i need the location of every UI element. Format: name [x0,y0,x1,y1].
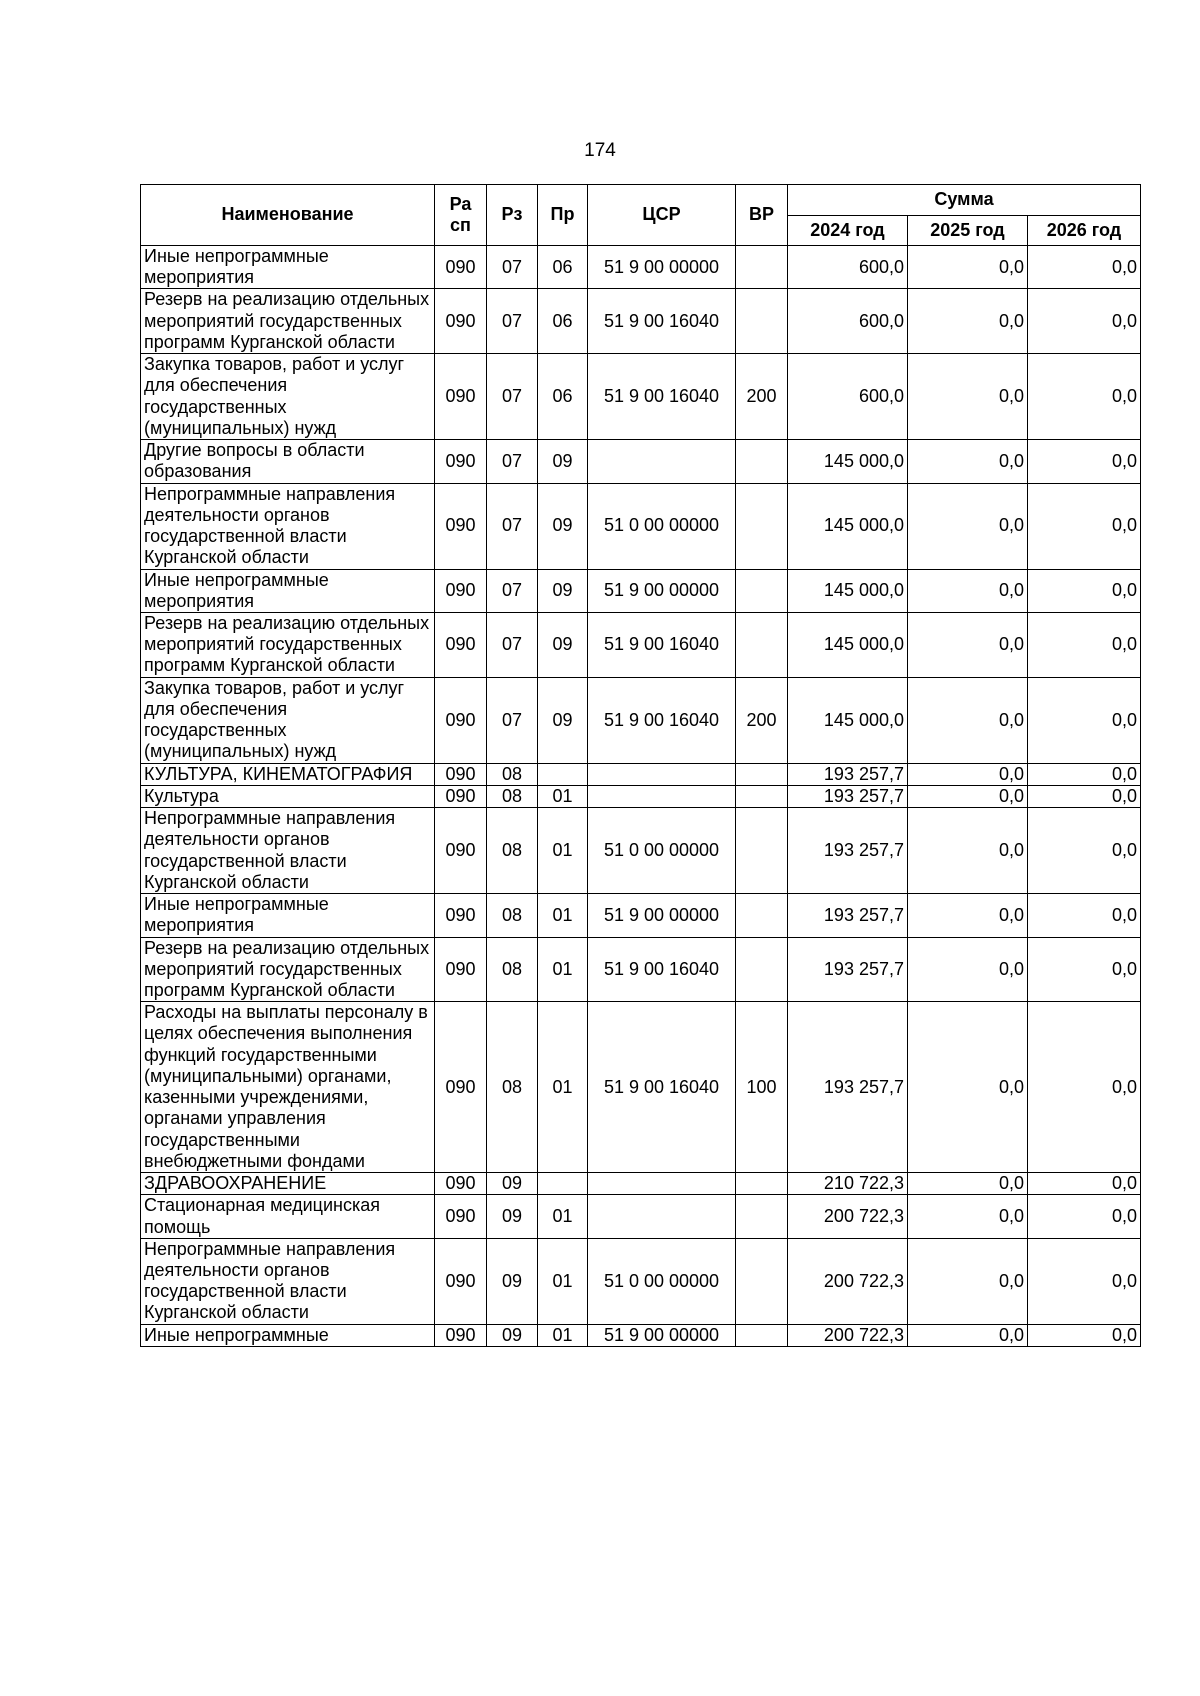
cell-name: Резерв на реализацию отдельных мероприятий государственных программ Курганской области [141,937,435,1002]
cell-vr [736,763,788,785]
header-name: Наименование [141,185,435,246]
cell-csr: 51 0 00 00000 [588,808,736,894]
cell-vr [736,894,788,937]
cell-y2025: 0,0 [908,440,1028,483]
cell-pr: 09 [538,440,588,483]
cell-vr [736,612,788,677]
cell-rz: 09 [487,1324,538,1346]
table-row [141,354,1141,440]
cell-y2025: 0,0 [908,894,1028,937]
table-row [141,763,1141,785]
cell-csr: 51 9 00 16040 [588,937,736,1002]
cell-vr [736,785,788,807]
cell-y2024: 200 722,3 [788,1238,908,1324]
cell-rasp: 090 [435,763,487,785]
cell-csr: 51 9 00 00000 [588,569,736,612]
cell-y2026: 0,0 [1028,1195,1141,1238]
cell-rz: 07 [487,612,538,677]
cell-vr [736,1324,788,1346]
cell-rasp: 090 [435,1324,487,1346]
header-rasp: Ра сп [435,185,487,246]
cell-y2024: 193 257,7 [788,808,908,894]
cell-vr: 200 [736,354,788,440]
cell-vr [736,1173,788,1195]
cell-name: Резерв на реализацию отдельных мероприятий государственных программ Курганской области [141,612,435,677]
cell-vr [736,440,788,483]
cell-csr: 51 9 00 16040 [588,1002,736,1173]
cell-vr [736,289,788,354]
cell-rz: 08 [487,937,538,1002]
cell-pr: 06 [538,246,588,289]
cell-y2024: 145 000,0 [788,677,908,763]
cell-y2025: 0,0 [908,289,1028,354]
cell-rz: 07 [487,440,538,483]
table-row [141,1195,1141,1238]
cell-pr: 01 [538,808,588,894]
cell-csr: 51 9 00 16040 [588,289,736,354]
table-row [141,289,1141,354]
cell-csr: 51 9 00 00000 [588,1324,736,1346]
cell-pr: 01 [538,1324,588,1346]
cell-rz: 09 [487,1238,538,1324]
cell-rasp: 090 [435,440,487,483]
cell-pr: 09 [538,483,588,569]
cell-csr [588,1173,736,1195]
cell-rz: 07 [487,483,538,569]
header-year-2025: 2025 год [908,216,1028,246]
table-row [141,612,1141,677]
cell-rasp: 090 [435,894,487,937]
cell-pr: 01 [538,1002,588,1173]
table-row [141,894,1141,937]
cell-rz: 09 [487,1173,538,1195]
cell-name: КУЛЬТУРА, КИНЕМАТОГРАФИЯ [141,763,435,785]
cell-y2024: 193 257,7 [788,937,908,1002]
cell-rz: 07 [487,289,538,354]
cell-y2025: 0,0 [908,1002,1028,1173]
cell-vr [736,246,788,289]
cell-name: Резерв на реализацию отдельных мероприятий государственных программ Курганской области [141,289,435,354]
cell-pr [538,763,588,785]
cell-y2025: 0,0 [908,677,1028,763]
cell-y2025: 0,0 [908,1238,1028,1324]
cell-name: Стационарная медицинская помощь [141,1195,435,1238]
cell-name: Другие вопросы в области образования [141,440,435,483]
cell-csr: 51 9 00 00000 [588,894,736,937]
cell-y2026: 0,0 [1028,937,1141,1002]
cell-y2025: 0,0 [908,246,1028,289]
cell-rasp: 090 [435,677,487,763]
cell-vr: 200 [736,677,788,763]
cell-y2024: 600,0 [788,246,908,289]
cell-y2025: 0,0 [908,483,1028,569]
cell-y2026: 0,0 [1028,440,1141,483]
table-row [141,1002,1141,1173]
header-csr: ЦСР [588,185,736,246]
cell-rasp: 090 [435,1173,487,1195]
cell-name: Расходы на выплаты персоналу в целях обеспечения выполнения функций государственными (муниципальными) органами, казенными учреждениями, органами управления государственными внебюджетными фондами [141,1002,435,1173]
cell-rz: 09 [487,1195,538,1238]
cell-y2026: 0,0 [1028,1173,1141,1195]
cell-y2025: 0,0 [908,763,1028,785]
cell-name: Непрограммные направления деятельности органов государственной власти Курганской области [141,808,435,894]
cell-vr [736,483,788,569]
cell-name: Закупка товаров, работ и услуг для обеспечения государственных (муниципальных) нужд [141,354,435,440]
cell-pr [538,1173,588,1195]
cell-y2025: 0,0 [908,1324,1028,1346]
cell-y2025: 0,0 [908,569,1028,612]
cell-y2025: 0,0 [908,808,1028,894]
cell-csr [588,785,736,807]
cell-y2024: 600,0 [788,289,908,354]
cell-rasp: 090 [435,354,487,440]
header-pr: Пр [538,185,588,246]
page-number: 174 [584,140,616,161]
table-row [141,440,1141,483]
cell-csr: 51 9 00 00000 [588,246,736,289]
cell-csr [588,440,736,483]
cell-csr: 51 9 00 16040 [588,354,736,440]
cell-vr [736,937,788,1002]
cell-y2024: 210 722,3 [788,1173,908,1195]
cell-name: Иные непрограммные мероприятия [141,246,435,289]
cell-y2024: 145 000,0 [788,440,908,483]
table-row [141,1238,1141,1324]
cell-name: Иные непрограммные мероприятия [141,569,435,612]
cell-vr [736,569,788,612]
table-row [141,677,1141,763]
cell-pr: 01 [538,1238,588,1324]
table-row [141,1173,1141,1195]
cell-y2024: 200 722,3 [788,1195,908,1238]
cell-y2024: 145 000,0 [788,483,908,569]
table-row [141,483,1141,569]
table-row [141,1324,1141,1346]
cell-y2026: 0,0 [1028,1002,1141,1173]
cell-rasp: 090 [435,1238,487,1324]
table-header [141,185,1141,246]
cell-rz: 07 [487,677,538,763]
cell-y2026: 0,0 [1028,569,1141,612]
cell-pr: 09 [538,612,588,677]
cell-rasp: 090 [435,569,487,612]
cell-csr: 51 9 00 16040 [588,677,736,763]
cell-csr [588,1195,736,1238]
cell-y2026: 0,0 [1028,1324,1141,1346]
cell-rasp: 090 [435,937,487,1002]
cell-csr: 51 0 00 00000 [588,483,736,569]
cell-pr: 01 [538,894,588,937]
budget-table [140,184,1141,1347]
cell-rz: 08 [487,785,538,807]
cell-y2026: 0,0 [1028,354,1141,440]
cell-y2026: 0,0 [1028,785,1141,807]
cell-y2026: 0,0 [1028,246,1141,289]
cell-rz: 08 [487,763,538,785]
table-row [141,808,1141,894]
cell-y2024: 193 257,7 [788,894,908,937]
cell-y2026: 0,0 [1028,483,1141,569]
cell-pr: 01 [538,937,588,1002]
cell-rasp: 090 [435,246,487,289]
cell-name: Непрограммные направления деятельности органов государственной власти Курганской области [141,483,435,569]
cell-pr: 01 [538,1195,588,1238]
cell-vr [736,808,788,894]
cell-y2026: 0,0 [1028,1238,1141,1324]
table-row [141,785,1141,807]
cell-y2025: 0,0 [908,1173,1028,1195]
cell-y2025: 0,0 [908,937,1028,1002]
cell-y2024: 145 000,0 [788,569,908,612]
cell-y2025: 0,0 [908,612,1028,677]
header-year-2026: 2026 год [1028,216,1141,246]
cell-rasp: 090 [435,1195,487,1238]
table-row [141,937,1141,1002]
cell-vr: 100 [736,1002,788,1173]
cell-y2024: 193 257,7 [788,763,908,785]
cell-rz: 08 [487,808,538,894]
cell-rz: 07 [487,354,538,440]
cell-vr [736,1195,788,1238]
cell-rasp: 090 [435,808,487,894]
cell-y2026: 0,0 [1028,763,1141,785]
cell-y2026: 0,0 [1028,808,1141,894]
table-row [141,246,1141,289]
header-vr: ВР [736,185,788,246]
cell-name: ЗДРАВООХРАНЕНИЕ [141,1173,435,1195]
cell-y2026: 0,0 [1028,289,1141,354]
cell-csr: 51 9 00 16040 [588,612,736,677]
cell-name: Культура [141,785,435,807]
cell-rasp: 090 [435,483,487,569]
cell-y2024: 145 000,0 [788,612,908,677]
header-year-2024: 2024 год [788,216,908,246]
cell-y2025: 0,0 [908,354,1028,440]
cell-y2026: 0,0 [1028,894,1141,937]
cell-y2025: 0,0 [908,1195,1028,1238]
cell-name: Закупка товаров, работ и услуг для обеспечения государственных (муниципальных) нужд [141,677,435,763]
cell-pr: 06 [538,354,588,440]
cell-rz: 08 [487,1002,538,1173]
cell-y2024: 193 257,7 [788,1002,908,1173]
cell-pr: 09 [538,677,588,763]
cell-vr [736,1238,788,1324]
cell-rasp: 090 [435,612,487,677]
cell-name: Иные непрограммные [141,1324,435,1346]
cell-rz: 07 [487,569,538,612]
cell-rasp: 090 [435,289,487,354]
header-sum: Сумма [788,185,1141,216]
table-body [141,246,1141,1347]
cell-pr: 01 [538,785,588,807]
cell-y2026: 0,0 [1028,612,1141,677]
cell-y2024: 193 257,7 [788,785,908,807]
cell-pr: 06 [538,289,588,354]
cell-rasp: 090 [435,785,487,807]
cell-csr [588,763,736,785]
table-row [141,569,1141,612]
cell-pr: 09 [538,569,588,612]
cell-rz: 08 [487,894,538,937]
cell-y2024: 600,0 [788,354,908,440]
header-rz: Рз [487,185,538,246]
cell-rasp: 090 [435,1002,487,1173]
cell-csr: 51 0 00 00000 [588,1238,736,1324]
cell-y2026: 0,0 [1028,677,1141,763]
cell-y2025: 0,0 [908,785,1028,807]
cell-name: Иные непрограммные мероприятия [141,894,435,937]
cell-rz: 07 [487,246,538,289]
cell-y2024: 200 722,3 [788,1324,908,1346]
cell-name: Непрограммные направления деятельности органов государственной власти Курганской области [141,1238,435,1324]
